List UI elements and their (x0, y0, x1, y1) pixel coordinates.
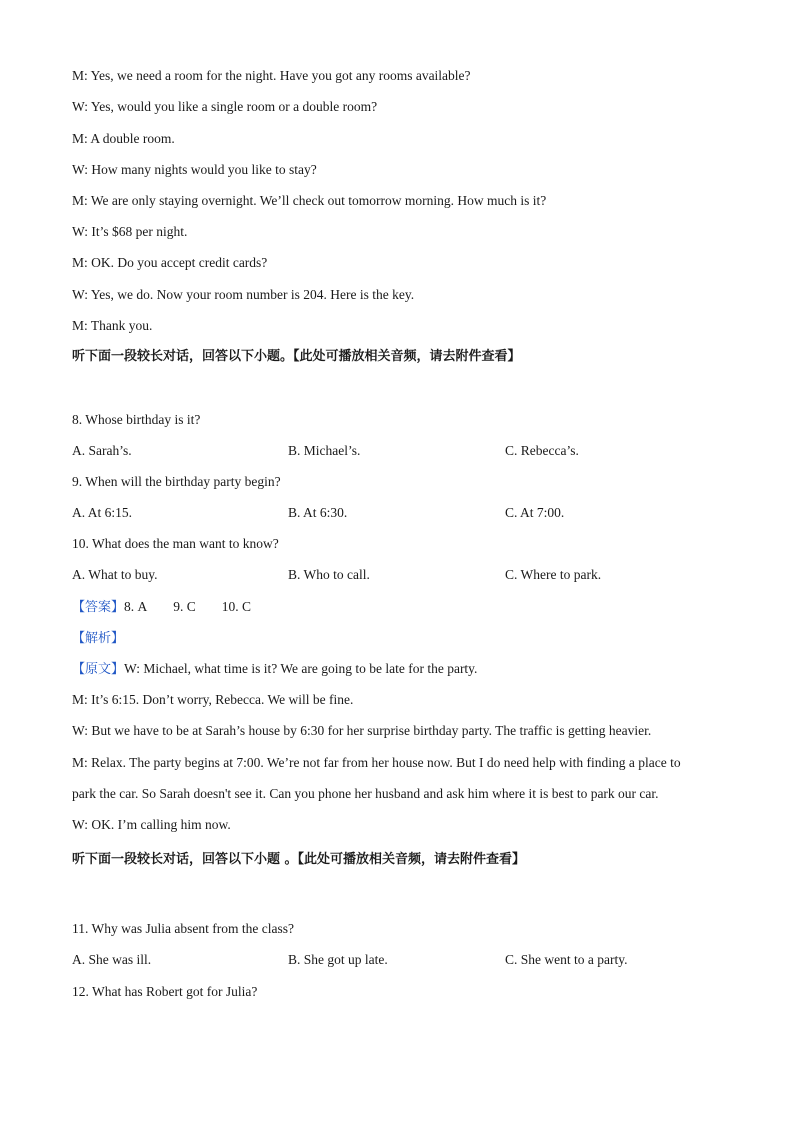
option-b: B. She got up late. (288, 952, 388, 967)
transcript-line (72, 660, 477, 679)
option-b: B. At 6:30. (288, 505, 348, 520)
dialogue-line: W: Yes, we do. Now your room number is 204. Here is the key. (72, 287, 415, 302)
answer-8: 8. A (124, 599, 148, 614)
dialogue-line: W: OK. I’m calling him now. (72, 817, 231, 832)
dialogue-line: W: But we have to be at Sarah’s house by 6:30 for her surprise birthday party. The traffic is getting heavier. (72, 723, 652, 738)
question: 11. Why was Julia absent from the class? (72, 921, 294, 936)
dialogue-line: W: It’s $68 per night. (72, 224, 188, 239)
dialogue-line: W: Yes, would you like a single room or a double room? (72, 99, 378, 114)
answer-line (72, 598, 251, 617)
option-a: A. What to buy. (72, 567, 158, 582)
question: 12. What has Robert got for Julia? (72, 984, 258, 999)
question: 9. When will the birthday party begin? (72, 474, 281, 489)
question: 8. Whose birthday is it? (72, 412, 201, 427)
listening-instruction: 听下面一段较长对话，回答以下小题 。【此处可播放相关音频，请去附件查看】 (72, 852, 526, 867)
dialogue-line: M: Relax. The party begins at 7:00. We’re not far from her house now. But I do need help with finding a place to (72, 755, 681, 770)
option-a: A. At 6:15. (72, 505, 133, 520)
transcript-first: W: Michael, what time is it? We are going to be late for the party. (124, 661, 478, 676)
dialogue-line: M: OK. Do you accept credit cards? (72, 255, 268, 270)
analysis-line (72, 629, 124, 648)
dialogue-line: M: Thank you. (72, 318, 153, 333)
dialogue-line: M: We are only staying overnight. We’ll check out tomorrow morning. How much is it? (72, 193, 547, 208)
option-a: A. She was ill. (72, 952, 152, 967)
original-tag: 【原文】 (72, 662, 125, 677)
answer-9: 9. C (173, 599, 196, 614)
option-b: B. Michael’s. (288, 443, 361, 458)
question: 10. What does the man want to know? (72, 536, 279, 551)
option-c: C. Where to park. (505, 567, 602, 582)
option-c: C. She went to a party. (505, 952, 628, 967)
option-b: B. Who to call. (288, 567, 370, 582)
option-c: C. At 7:00. (505, 505, 565, 520)
option-c: C. Rebecca’s. (505, 443, 579, 458)
answer-10: 10. C (221, 599, 252, 614)
dialogue-line: W: How many nights would you like to stay? (72, 162, 317, 177)
analysis-tag: 【解析】 (72, 631, 125, 646)
option-a: A. Sarah’s. (72, 443, 132, 458)
answer-tag: 【答案】 (72, 600, 125, 615)
dialogue-line: park the car. So Sarah doesn't see it. Can you phone her husband and ask him where it is best to park our car. (72, 786, 659, 801)
dialogue-line: M: Yes, we need a room for the night. Have you got any rooms available? (72, 68, 471, 83)
listening-instruction: 听下面一段较长对话，回答以下小题。【此处可播放相关音频，请去附件查看】 (72, 349, 521, 364)
dialogue-line: M: It’s 6:15. Don’t worry, Rebecca. We will be fine. (72, 692, 354, 707)
dialogue-line: M: A double room. (72, 131, 175, 146)
